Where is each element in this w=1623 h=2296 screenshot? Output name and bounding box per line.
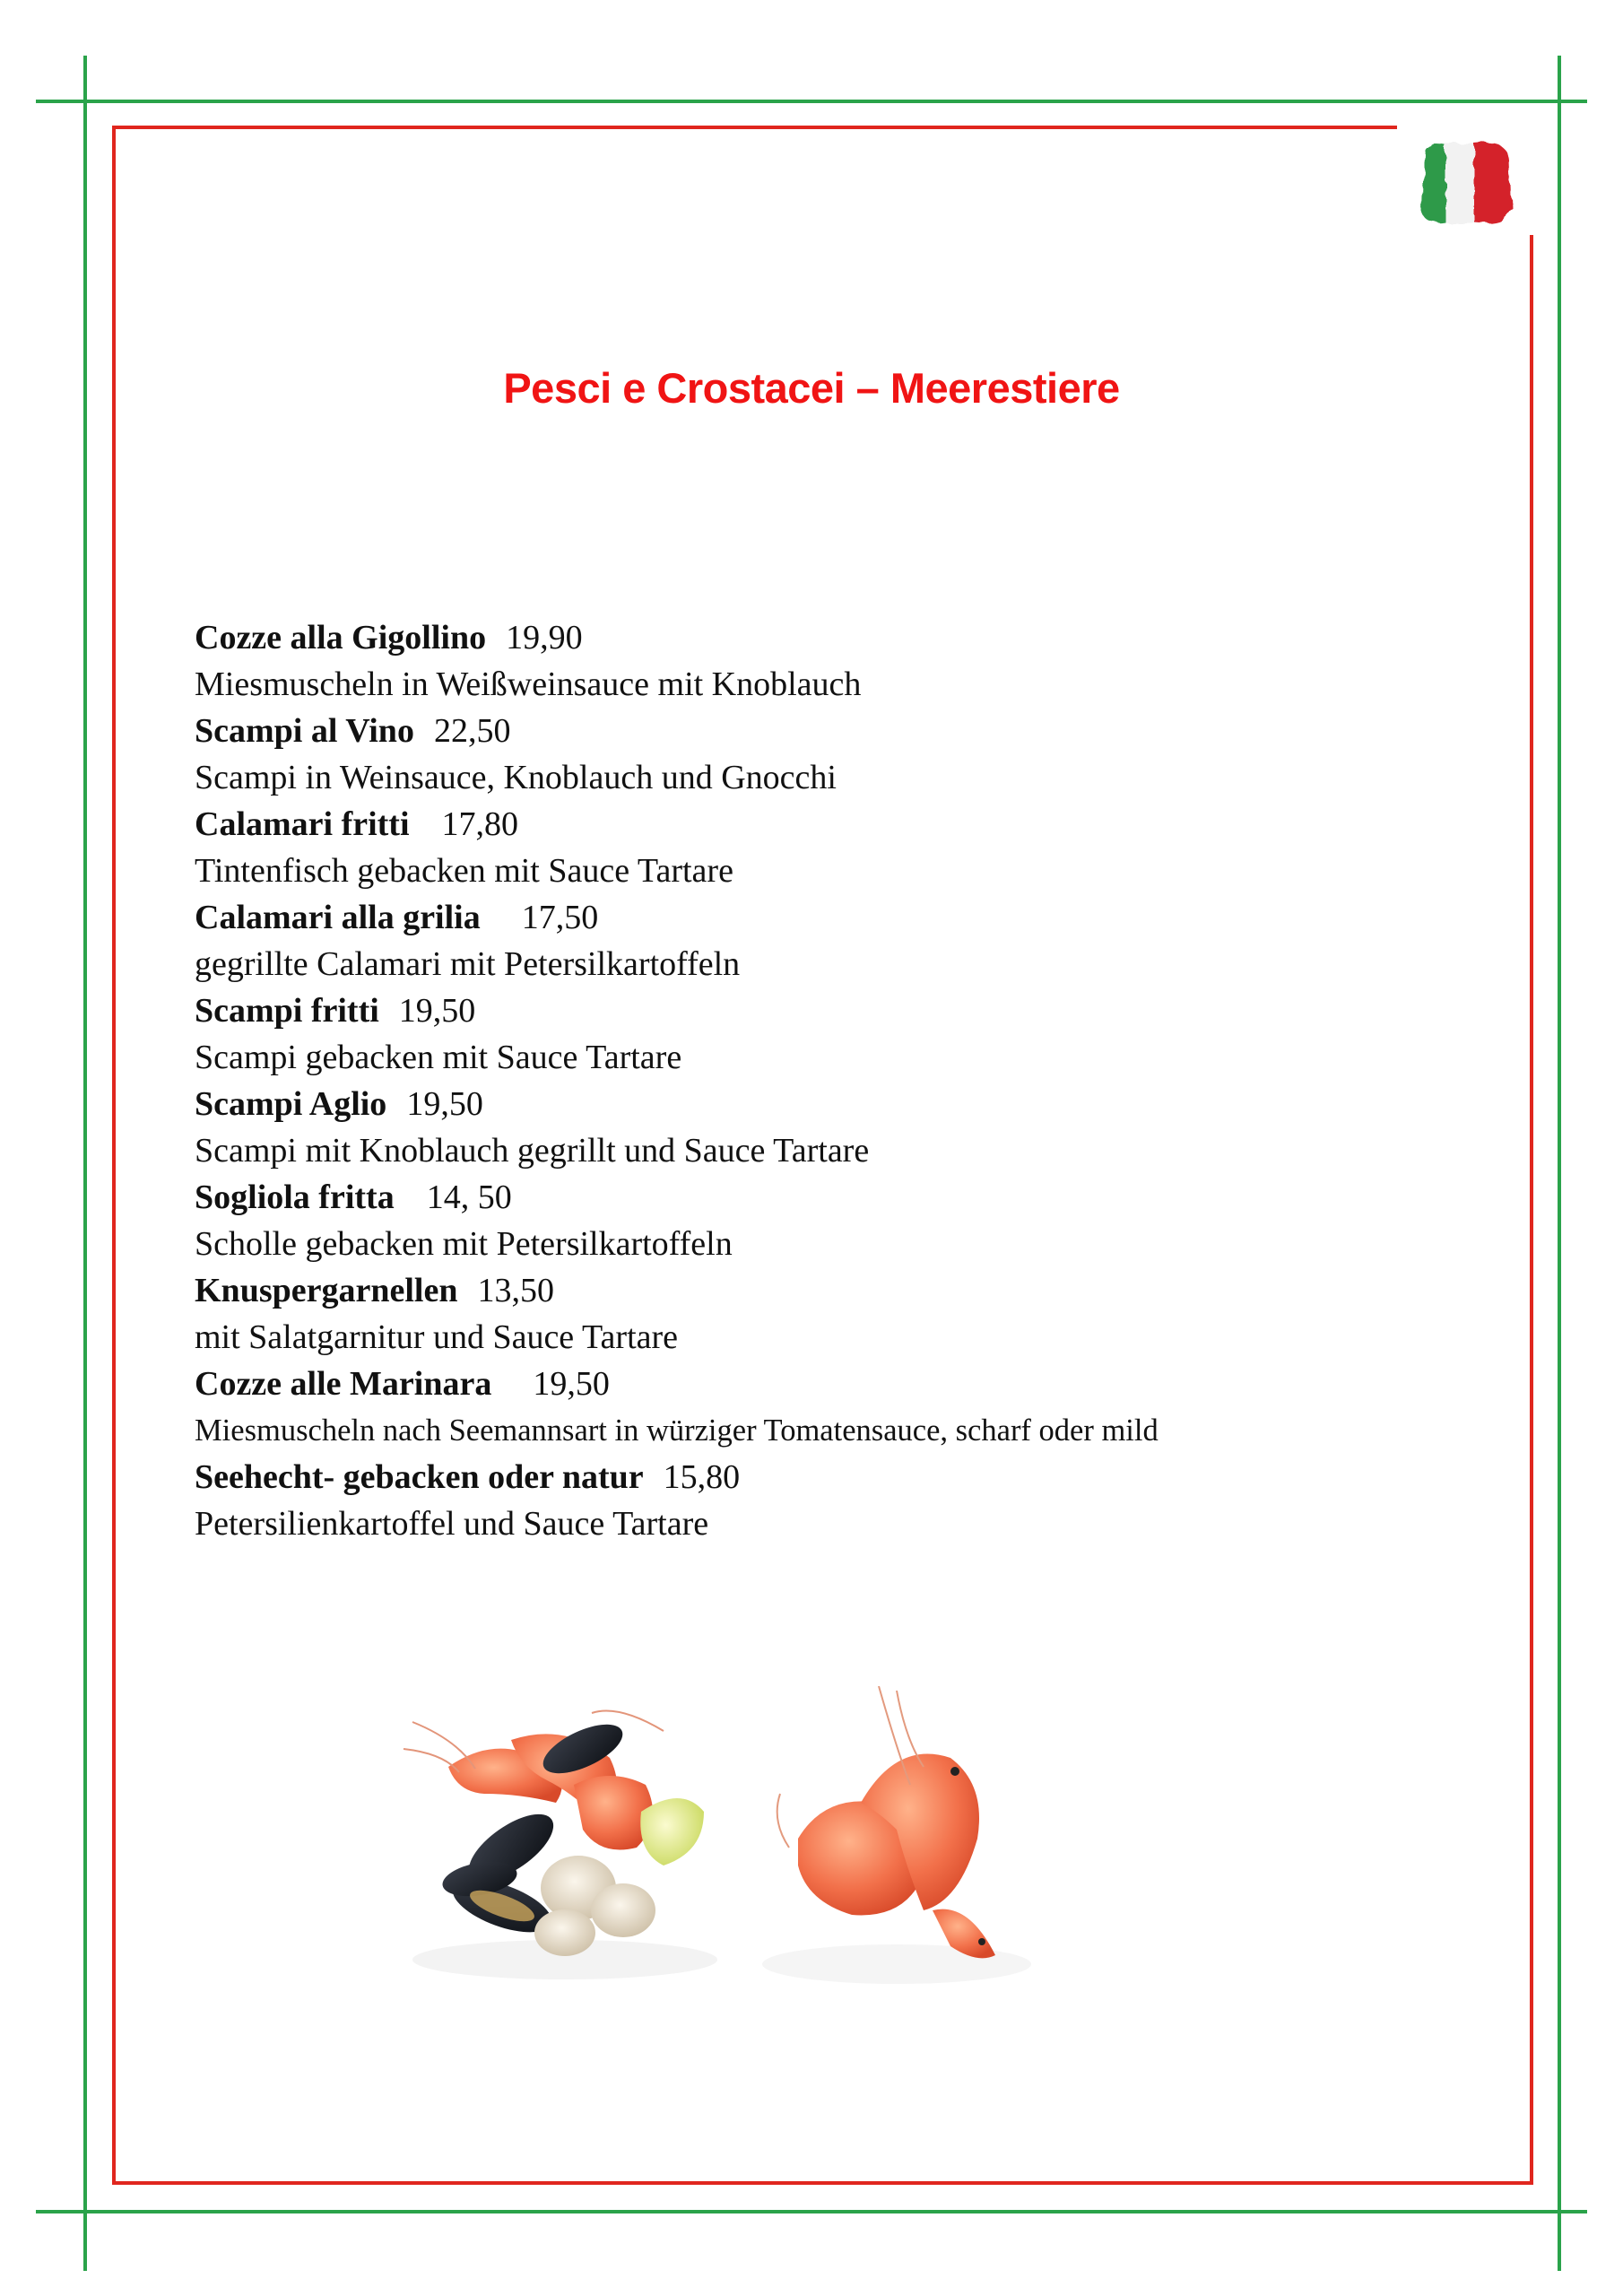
italian-flag-icon xyxy=(1399,126,1533,242)
item-price: 19,90 xyxy=(506,619,583,657)
item-name: Knuspergarnellen xyxy=(195,1272,458,1309)
item-description: Petersilienkartoffel und Sauce Tartare xyxy=(195,1505,709,1543)
item-price: 19,50 xyxy=(406,1085,483,1123)
menu-item xyxy=(195,1361,1504,1454)
item-price: 17,50 xyxy=(521,899,599,936)
menu-item xyxy=(195,1081,1504,1174)
item-name: Cozze alla Gigollino xyxy=(195,619,487,657)
menu-list xyxy=(195,614,1504,1547)
menu-item xyxy=(195,987,1504,1081)
shrimp-group xyxy=(762,1686,1031,1984)
frame-green-bottom xyxy=(36,2210,1587,2213)
item-name: Calamari alla grilia xyxy=(195,899,481,936)
item-description: Tintenfisch gebacken mit Sauce Tartare xyxy=(195,852,733,890)
item-price: 15,80 xyxy=(663,1458,741,1496)
item-description: gegrillte Calamari mit Petersilkartoffeln xyxy=(195,945,741,983)
item-price: 19,50 xyxy=(533,1365,610,1403)
menu-item xyxy=(195,1174,1504,1267)
item-price: 13,50 xyxy=(477,1272,554,1309)
item-name: Scampi fritti xyxy=(195,992,379,1030)
item-description: Scampi mit Knoblauch gegrillt und Sauce Tartare xyxy=(195,1132,870,1170)
menu-item xyxy=(195,1267,1504,1361)
item-name: Sogliola fritta xyxy=(195,1178,395,1216)
item-description: Scholle gebacken mit Petersilkartoffeln xyxy=(195,1225,733,1263)
seafood-photo xyxy=(395,1686,1112,2009)
item-name: Scampi al Vino xyxy=(195,712,414,750)
frame-red-left xyxy=(112,126,116,2185)
item-name: Calamari fritti xyxy=(195,805,410,843)
item-price: 19,50 xyxy=(398,992,476,1030)
frame-red-right xyxy=(1530,235,1533,2185)
frame-red-bottom xyxy=(112,2181,1533,2185)
item-name: Seehecht- gebacken oder natur xyxy=(195,1458,644,1496)
item-description: Miesmuscheln nach Seemannsart in würziger Tomatensauce, scharf oder mild xyxy=(195,1413,1159,1448)
frame-red-top xyxy=(112,126,1397,129)
shellfish-group xyxy=(404,1711,717,1980)
item-price: 17,80 xyxy=(441,805,519,843)
item-price: 14, 50 xyxy=(426,1178,512,1216)
item-price: 22,50 xyxy=(433,712,511,750)
menu-item xyxy=(195,708,1504,801)
item-name: Scampi Aglio xyxy=(195,1085,387,1123)
item-description: Scampi in Weinsauce, Knoblauch und Gnocchi xyxy=(195,759,837,796)
item-name: Cozze alle Marinara xyxy=(195,1365,492,1403)
menu-item xyxy=(195,614,1504,708)
frame-green-top xyxy=(36,100,1587,103)
menu-item xyxy=(195,894,1504,987)
menu-item xyxy=(195,801,1504,894)
menu-item xyxy=(195,1454,1504,1547)
item-description: mit Salatgarnitur und Sauce Tartare xyxy=(195,1318,679,1356)
item-description: Scampi gebacken mit Sauce Tartare xyxy=(195,1039,682,1076)
page-title: Pesci e Crostacei – Meerestiere xyxy=(503,364,1120,412)
item-description: Miesmuscheln in Weißweinsauce mit Knoblauch xyxy=(195,665,862,703)
